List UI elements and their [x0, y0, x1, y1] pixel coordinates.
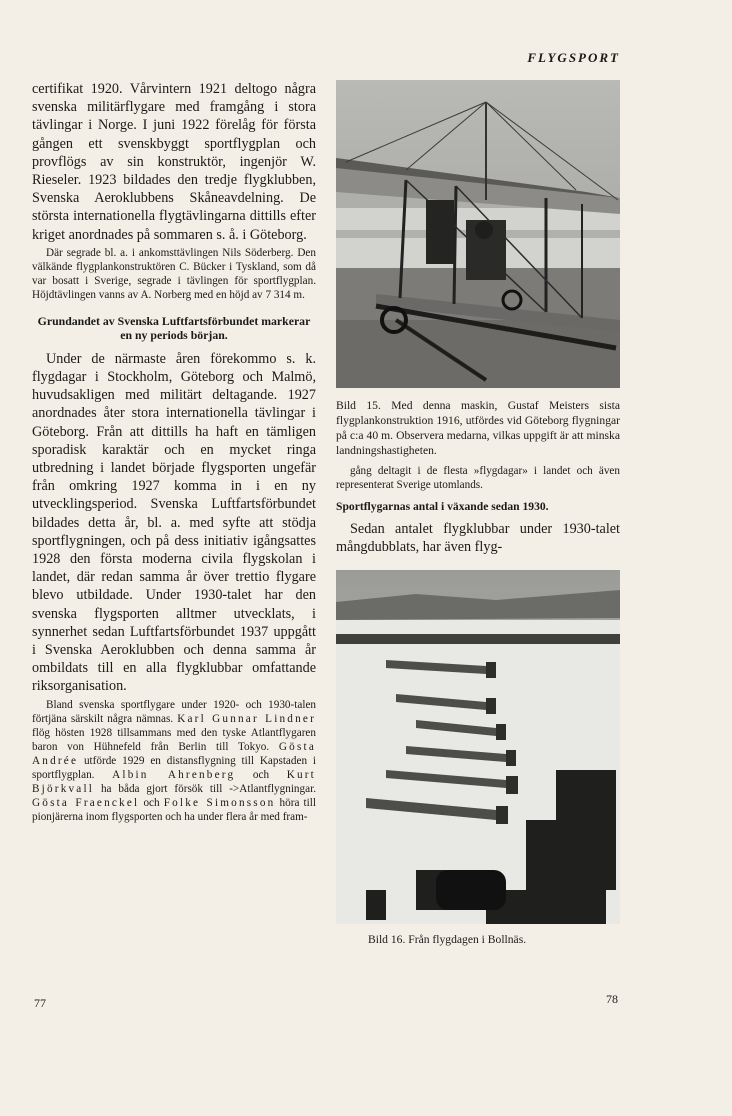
arrow-symbol: ->	[229, 782, 240, 795]
person-name: Karl Gunnar Lindner	[177, 712, 316, 725]
page-number-right: 78	[606, 992, 618, 1006]
section-heading-luftfartsforbundet: Grundandet av Svenska Luftfartsförbundet markerar en ny periods början.	[37, 313, 311, 342]
photo-flygdagen-bollnas	[336, 570, 620, 924]
text-run: flög hösten 1928 tillsammans med den tyske Atlantflygaren baron von Hühnefeld från Berlin till Tokyo.	[32, 726, 316, 753]
text-run: höra till pionjärerna inom flygsporten och ha under flera år med fram-	[32, 796, 316, 823]
person-name: Folke Simonsson	[163, 796, 276, 809]
left-paragraph-2: Där segrade bl. a. i ankomsttävlingen Nils Söderberg. Den välkände flygplankonstruktören C. Bücker i Tyskland, som då var bosatt i Sverige, segrade i tävlingen för sportflygplan. Höjdtävlingen vanns av A. Norberg med en höjd av 7 314 m.	[32, 246, 316, 301]
left-paragraph-4	[32, 698, 316, 824]
running-head: FLYGSPORT	[527, 50, 620, 65]
text-run: Atlantflygningar.	[239, 782, 316, 795]
person-name: Gösta Andrée	[32, 740, 316, 767]
person-name: Albin Ahrenberg	[112, 768, 236, 781]
text-run: ha båda gjort försök till	[94, 782, 230, 795]
right-column	[336, 80, 620, 947]
left-column	[32, 80, 316, 824]
photo-caption-15: Bild 15. Med denna maskin, Gustaf Meisters sista flygplankonstruktion 1916, utfördes vid Göteborg flygningar på c:a 40 m. Observera medarna, vilkas uppgift är att minska landningshastigheten.	[336, 399, 620, 457]
text-run: Bland svenska sportflygare under 1920- och 1930-talen förtjäna särskilt några nämnas.	[32, 698, 316, 725]
left-paragraph-1: certifikat 1920. Vårvintern 1921 deltogo några svenska militärflygare med framgång i stora tävlingar i Norge. I juni 1922 förelåg för första gången ett svenskbyggt sportflygplan och provflögs av sin konstruktör, ingenjör W. Rieseler. 1923 bildades den tredje flygklubben, Svenska Aeroklubbens Skåneavdelning. De största internationella flygtävlingarna dittills efter kriget anordnades på sommaren s. å. i Göteborg.	[32, 81, 316, 243]
photo-biplane-1916	[336, 80, 620, 388]
person-name: Kurt Björkvall	[32, 768, 316, 795]
right-paragraph-1: gång deltagit i de flesta »flygdagar» i landet och även representerat Sverige utomlands.	[336, 465, 620, 491]
right-paragraph-2: Sedan antalet flygklubbar under 1930-talet mångdubblats, har även flyg-	[336, 521, 620, 556]
text-run: och	[235, 768, 287, 781]
left-paragraph-3: Under de närmaste åren förekommo s. k. flygdagar i Stockholm, Göteborg och Malmö, huvudsakligen med militärt deltagande. 1927 anordnades åter stora internationella tävlingar i Göteborg. Från att dittills ha haft en tämligen sporadisk karaktär och en mycket ringa utbredning i landet började flygsporten ungefär från omkring 1927 komma in i en ny utvecklingsperiod. Svenska Luftfartsförbundet bildades detta år, bl. a. med syfte att stödja sportflygningen, och på dess initiativ igångsattes 1928 den första moderna civila flygskolan i landet, där redan samma år över trettio flygare blevo utbildade. Under 1930-talet har den svenska flygsporten alltmer utvecklats, i synnerhet sedan Luftfartsförbundet 1937 uppgått i Svenska Aeroklubben och denna samma år ombildats till en alla flygklubbar omfattande riksorganisation.	[32, 350, 316, 695]
text-run: utförde 1929 en distansflygning till Kapstaden i sportflygplan.	[32, 754, 316, 781]
page-number-left: 77	[34, 996, 46, 1010]
person-name: Gösta Fraenckel	[32, 796, 140, 809]
text-run: och	[139, 796, 164, 809]
section-heading-sportflygarnas: Sportflygarnas antal i växande sedan 1930.	[336, 500, 549, 513]
photo-caption-16: Bild 16. Från flygdagen i Bollnäs.	[368, 933, 527, 947]
